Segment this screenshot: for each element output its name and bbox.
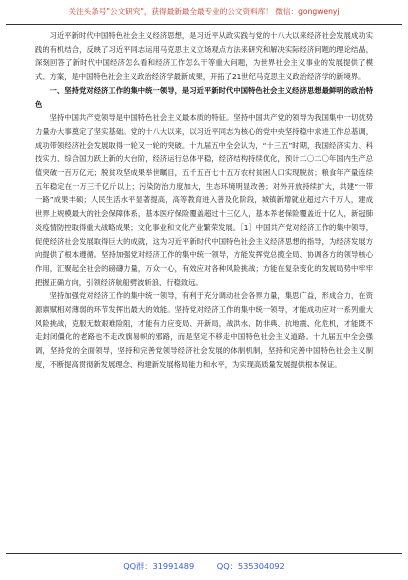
header-banner: 关注头条号"公文研究"，获得最新最全最专业的公文资料库！ 微信：gongwenyj <box>68 7 340 16</box>
body-paragraph: 坚持中国共产党领导是中国特色社会主义最本质的特征。坚持中国共产党的领导为我国集中一切优势力量办大事奠定了坚实基础。党的十八大以来，以习近平同志为核心的党中央坚持稳中求进工作总基调，成功带领经济社会发展取得一轮又一轮的突破。十九届五中全会认为，“十三五”时期，我国经济实力、科技实力、综合国力跃上新的大台阶，经济运行总体平稳，经济结构持续优化，预计二〇二〇年国内生产总值突破一百万亿元；脱贫攻坚成果举世瞩目，五千五百七十五万农村贫困人口实现脱贫；粮食年产量连续五年稳定在一万三千亿斤以上；污染防治力度加大，生态环境明显改善；对外开放持续扩大，共建“一带一路”成果丰硕；人民生活水平显著提高，高等教育进入普及化阶段，城镇新增就业超过六千万人，建成世界上规模最大的社会保障体系，基本医疗保险覆盖超过十三亿人，基本养老保险覆盖近十亿人，新冠肺炎疫情防控取得重大战略成果；文化事业和文化产业繁荣发展。［1］中国共产党对经济工作的集中领导，促使经济社会发展取得巨大的成就，这为习近平新时代中国特色社会主义经济思想的指导，为经济发展方向提供了根本遵循。坚持加强党对经济工作的集中统一领导，方能发挥党总揽全局、协调各方的领导核心作用，汇聚起全社会的磅礴力量，万众一心，有效应对各种风险挑战；方能在复杂变化的发展局势中牢牢把握正确方向，引领经济航船劈波斩浪、行稳致远。 <box>35 113 373 287</box>
section-heading: 一、坚持党对经济工作的集中统一领导，是习近平新时代中国特色社会主义经济思想最鲜明的政治特色 <box>35 85 373 109</box>
intro-paragraph: 习近平新时代中国特色社会主义经济思想，是习近平从政实践与党的十八大以来经济社会发展成功实践的有机结合，反映了习近平同志运用马克思主义立场观点方法来研究和解决实际经济问题的理论结晶，深刻回答了新时代中国经济怎么看和经济工作怎么干等重大问题，为世界社会主义事业的发展提供了模式、方案，是中国特色社会主义政治经济学最新成果，开拓了21世纪马克思主义政治经济学的新境界。 <box>35 31 373 82</box>
body-paragraph: 坚持加强党对经济工作的集中统一领导，有利于充分调动社会各界力量，集思广益，形成合力，在资源禀赋相对薄弱的环节发挥出最大的效能。坚持党对经济工作的集中统一领导，才能成功应对一系列重大风险挑战，克服无数艰难险阻，才能有力应变局、开新局，战洪水、防非典、抗地震、化危机，才能既不走封闭僵化的老路也不走改旗易帜的邪路，而是坚定不移走中国特色社会主义道路。十九届五中全会强调，坚持党的全面领导，坚持和完善党领导经济社会发展的体制机制，坚持和完善中国特色社会主义制度，不断提高贯彻新发展理念、构建新发展格局能力和水平，为实现高质量发展提供根本保证。 <box>35 291 373 369</box>
qq-group-number: QQ群：31991489 <box>123 561 195 571</box>
footer-contact <box>0 556 408 576</box>
document-body <box>35 29 373 372</box>
footer-divider <box>6 553 402 554</box>
qq-number: QQ：535304092 <box>216 561 285 571</box>
header-divider <box>6 24 402 25</box>
